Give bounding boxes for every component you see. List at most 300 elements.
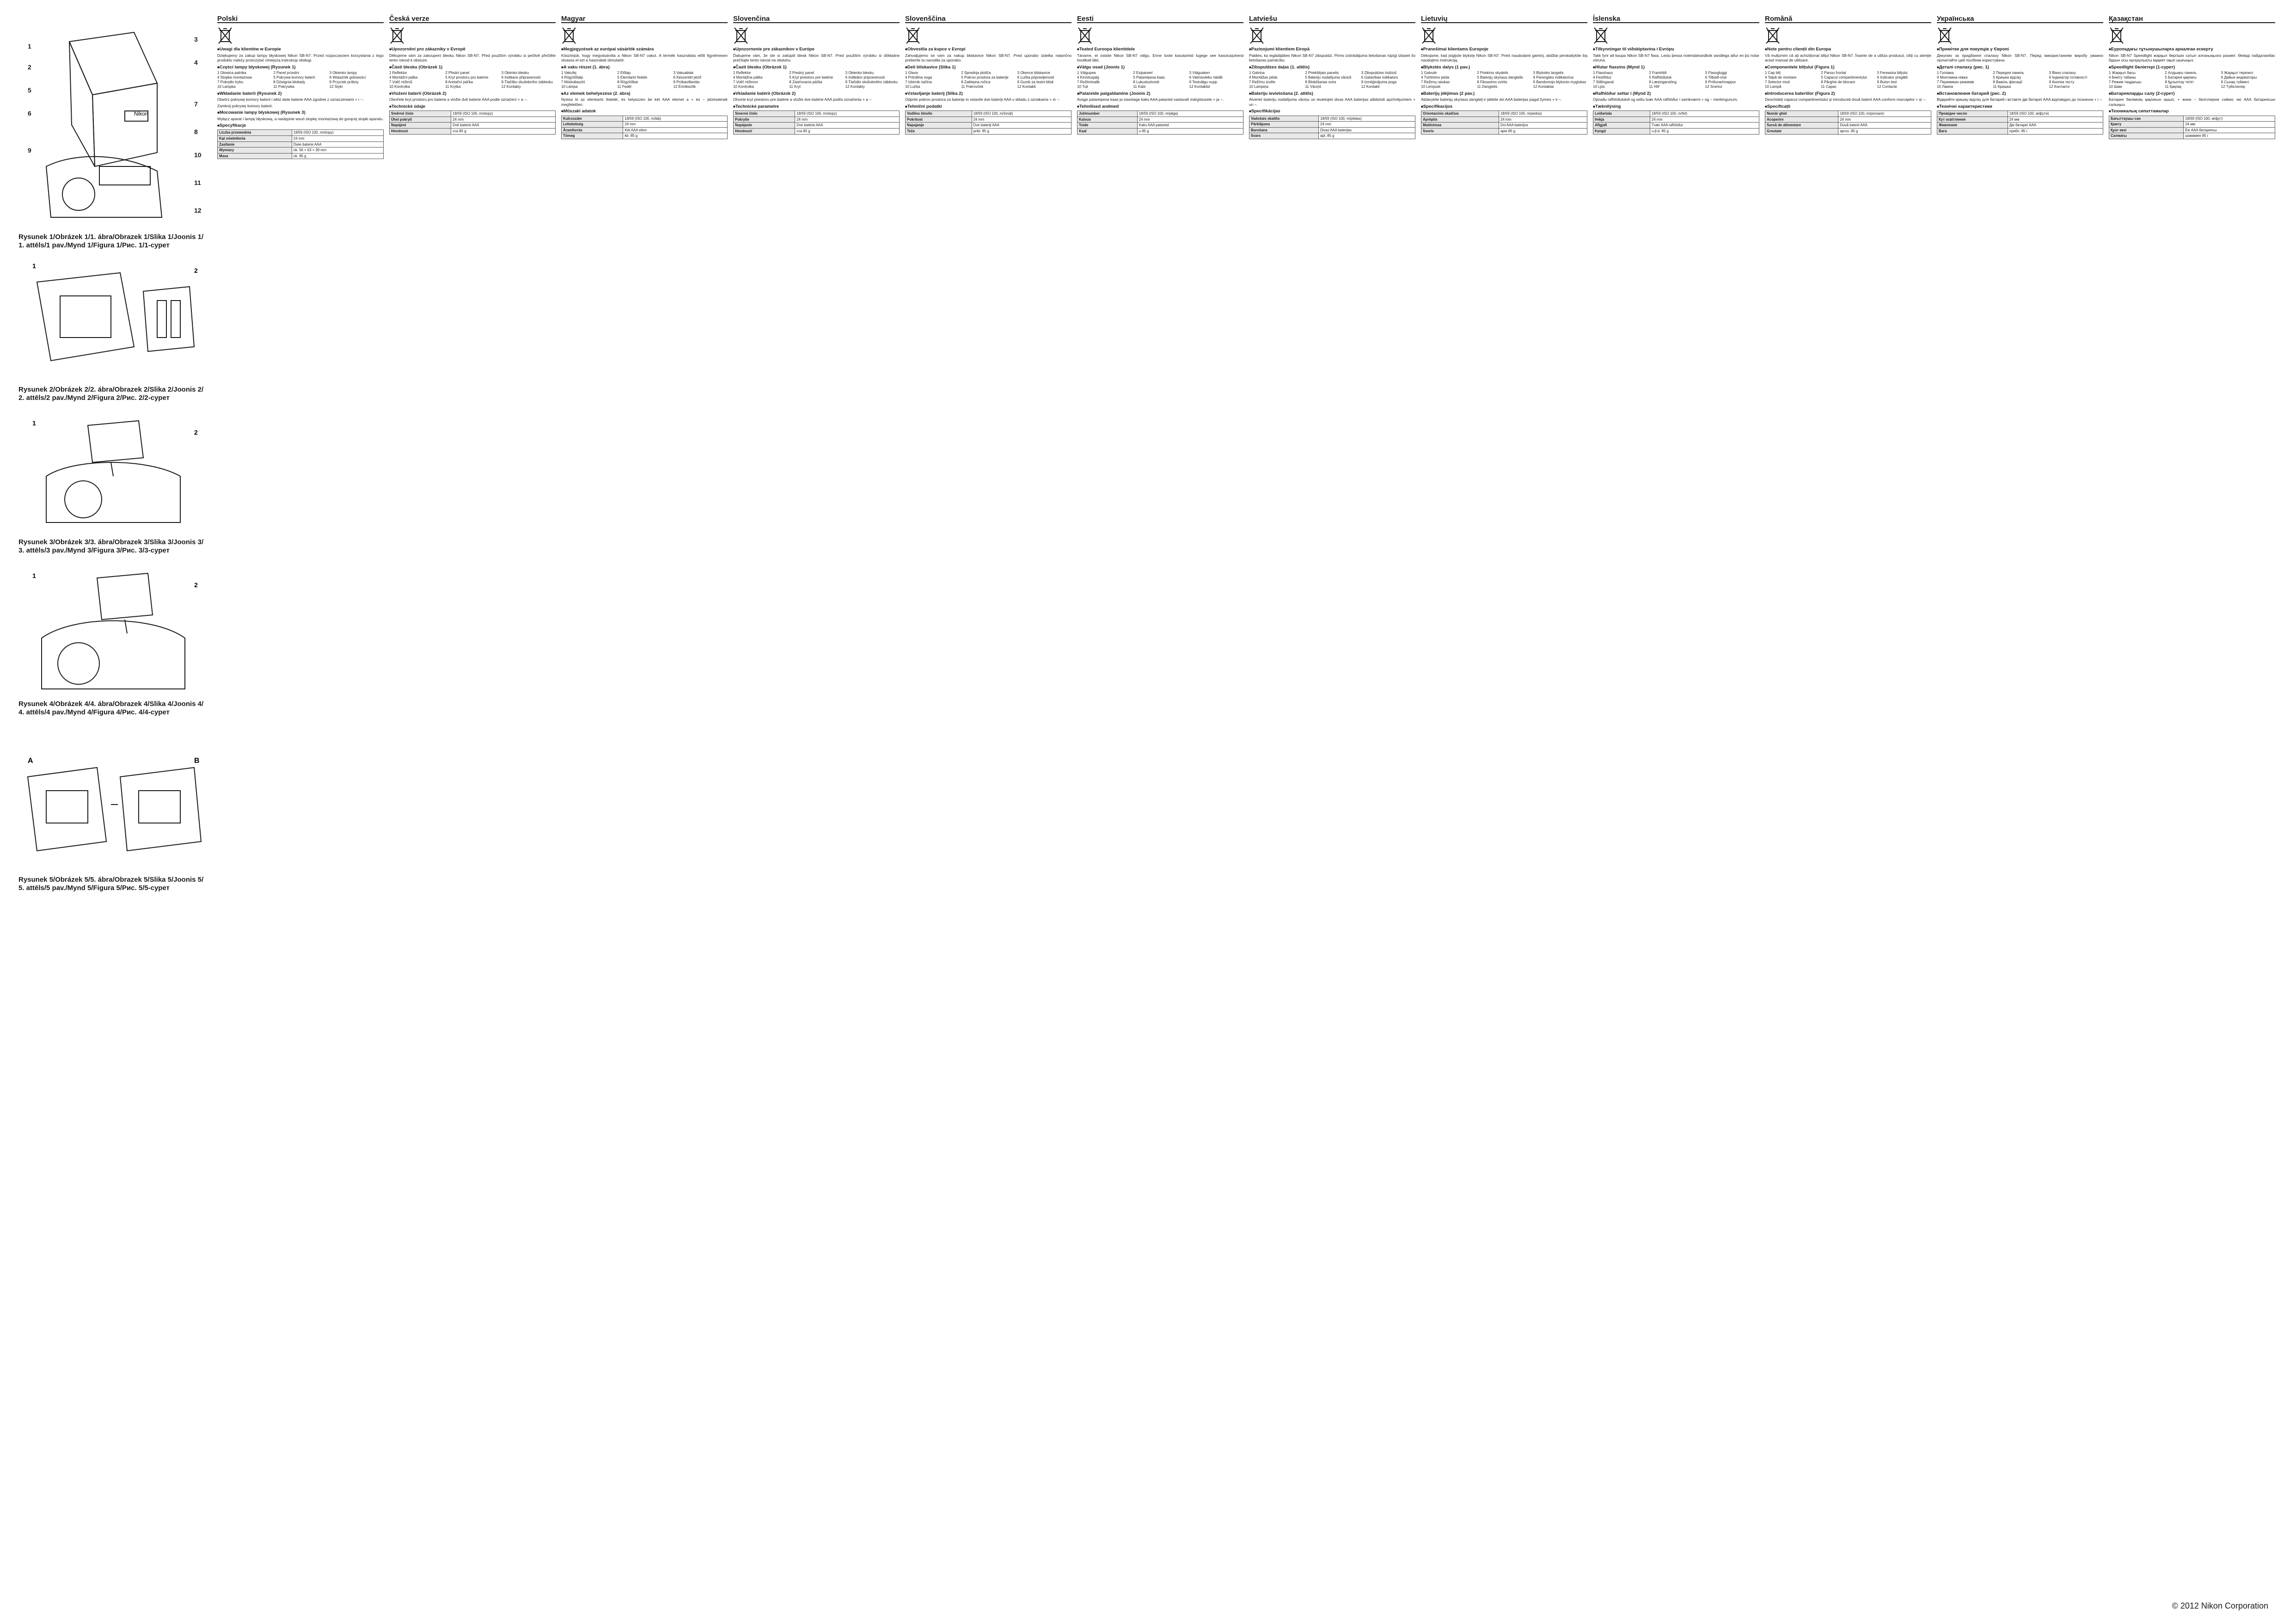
spec-row [906,129,1071,135]
part-item: 1 Cap bliț [1765,71,1781,75]
spec-row [1249,133,1415,139]
spec-label: Acoperire [1765,117,1838,123]
copyright-notice: © 2012 Nikon Corporation [2172,1601,2268,1610]
spec-value: Divas AAA baterijas [1319,127,1415,133]
figure-4 [18,559,208,717]
spec-row [1421,111,1587,117]
paragraph: Täname, et ostsite Nikon SB-N7 välgu. Enne toote kasutamist lugege see kasutusjuhend hoolikalt läbi. [1077,53,1243,63]
spec-label: Tömeg [562,133,623,139]
spec-label: Napajanje [906,123,972,129]
section-title: ■ Еуропадағы тұтынушыларға арналған ескерту [2109,47,2275,52]
parts-list [561,71,728,89]
part-item: 5 Elemtartó fedele [617,75,648,80]
paragraph: Atveriet bateriju nodalījuma vāciņu un ievietojiet divas AAA baterijas atbilstoši apzīmējumiem + un −. [1249,97,1415,107]
recycling-notice [1421,26,1587,44]
figure-5 [18,721,208,892]
part-item: 7 Volič režimov [733,80,758,85]
part-item: 12 Kontakti [1017,85,1036,89]
spec-value: u.þ.b. 85 g [1650,129,1759,135]
part-item: 7 Izbirnik načina [905,80,932,85]
part-item: 2 Přední panel [445,71,470,75]
spec-value: 18/59 (ISO 100, м/фут) [2184,116,2275,122]
part-item: 10 Kontrolka [389,85,410,89]
spec-row [390,129,556,135]
spec-label: Бағыттаушы сан [2109,116,2184,122]
spec-value: Două baterii AAA [1838,123,1931,129]
spec-row [734,111,900,117]
part-item: 5 Kryt priestoru pre batérie [789,75,833,80]
section-title: ■ Батареяларды салу (2-сурет) [2109,92,2275,96]
crossed-bin-icon [905,26,921,44]
part-item: 12 Kontaktai [1533,85,1554,89]
spec-value: cca 85 g [795,129,900,135]
section-title: ■ Paziņojumi klientiem Eiropā [1249,47,1415,52]
part-item: 1 Reflektor [733,71,751,75]
part-item: 1 Välgupea [1077,71,1096,75]
language-column [733,14,900,1604]
callout-9: 9 [28,147,31,154]
part-item: 4 Festifótur [1593,75,1612,80]
crossed-bin-icon [1077,26,1093,44]
spec-value: Екі AAA батареясы [2184,127,2275,133]
part-item: 10 Лампа [1937,85,1953,89]
paragraph: Otvorte kryt priestoru pre batérie a vložte dve batérie AAA podľa označenia + a −. [733,97,873,102]
spec-table [1765,111,1931,134]
part-item: 10 Lampă [1765,85,1782,89]
spec-label: Napájanie [734,123,795,129]
spec-table [217,129,384,159]
spec-value: 18/59 (ISO 100, m/láb) [623,116,728,122]
language-title: Lietuvių [1421,17,1587,23]
part-item: 10 Шам [2109,85,2122,89]
mounting-illustration [18,407,208,536]
spec-value: Dwie baterie AAA [292,141,383,147]
paragraph: Deschideți capacul compartimentului și introduceți două baterii AAA conform marcajelor + și −. [1765,97,1927,102]
part-item: 5 Кришка відсіку [1993,75,2021,80]
paragraph: Köszönjük, hogy megvásárolta a Nikon SB-N7 vakut. A termék használata előtt figyelmesen olvassa el ezt a használati útmutatót. [561,53,728,63]
spec-value: cca 85 g [451,129,556,135]
section-title: ■ Tehnični podatki [905,104,1071,109]
callout-a: A [28,757,33,765]
parts-list [905,71,1071,89]
section-title: ■ Patareide paigaldamine (Joonis 2) [1077,92,1243,96]
part-item: 2 Predný panel [789,71,814,75]
figure-2-caption: Rysunek 2/Obrázek 2/2. ábra/Obrazek 2/Slika 2/Joonis 2/ 2. attēls/2 pav./Mynd 2/Figura 2/Рис. 2/2-сурет [18,386,204,402]
parts-list [1765,71,1931,89]
callout-b: B [194,757,200,765]
parts-list [1249,71,1415,89]
section-title: ■ Zibspuldzes daļas (1. attēls) [1249,65,1415,70]
part-item: 6 Індикатор готовності [2049,75,2088,80]
spec-value: 24 mm [1499,117,1587,123]
spec-label: Svoris [1421,129,1499,135]
callout-1: 1 [32,262,36,270]
figure-1 [18,14,208,250]
figure-5-caption: Rysunek 5/Obrázek 5/5. ábra/Obrazek 5/Slika 5/Joonis 5/ 5. attēls/5 pav./Mynd 5/Figura 5/Рис. 5/5-сурет [18,876,204,892]
part-item: 4 Rögzítőtalp [561,75,583,80]
part-item: 3 Жарқыл терезесі [2221,71,2253,75]
paragraph: Otwórz pokrywę komory baterii i włóż dwie baterie AAA zgodnie z oznaczeniami + i −. [217,97,364,102]
spec-label: Kaal [1078,129,1138,135]
recycling-notice [217,26,384,44]
spec-label: Hmotnosť [734,129,795,135]
language-title: Íslenska [1593,17,1759,23]
spec-value: 24 mm [1137,117,1243,123]
spec-row [1765,123,1931,129]
part-item: 5 Baterijų skyriaus dangtelis [1477,75,1523,80]
part-item: 9 Gumb za testni blisk [1017,80,1054,85]
part-item: 3 Välguaken [1189,71,1210,75]
part-item: 9 Bandomojo blyksnio mygtukas [1533,80,1586,85]
spec-row [1078,117,1243,123]
section-title: ■ Välgu osad (Joonis 1) [1077,65,1243,70]
spec-label: Număr ghid [1765,111,1838,117]
parts-list [733,71,900,89]
part-item: 12 Түйіспелер [2221,85,2245,89]
spec-label: Қуат көзі [2109,127,2184,133]
part-item: 4 Бекіту табаны [2109,75,2136,80]
part-item: 11 Fedél [617,85,631,89]
spec-value: 18/59 (ISO 100, m/fet) [1650,111,1759,117]
part-item: 11 Vāciņš [1305,85,1321,89]
figure-column [18,14,208,1618]
paragraph: Opnaðu rafhlöðulokið og settu tvær AAA rafhlöður í samkvæmt + og − merkingunum. [1593,97,1738,102]
part-item: 10 Lampiņa [1249,85,1268,89]
spec-table [1421,111,1587,134]
spec-row [562,127,728,133]
section-title: ■ Specyfikacje [217,123,384,128]
spec-label: Салмағы [2109,133,2184,139]
recycling-notice [733,26,900,44]
section-title: ■ Introducerea bateriilor (Figura 2) [1765,92,1931,96]
section-title: ■ Műszaki adatok [561,109,728,114]
spec-label: Кут освітлення [1937,117,2008,123]
paragraph: Vă mulțumim că ați achiziționat blițul Nikon SB-N7. Înainte de a utiliza produsul, citiți cu atenție acest manual de utilizare. [1765,53,1931,63]
part-item: 8 Lukustushoob [1133,80,1159,85]
spec-value: ok. 56 × 63 × 39 mm [292,147,383,154]
paragraph: Відкрийте кришку відсіку для батарей і вставте дві батареї AAA відповідно до позначок + і −. [1937,97,2103,102]
callout-4: 4 [194,59,198,66]
part-item: 12 Контакти [2049,85,2070,89]
part-item: 11 Кришка [1993,85,2011,89]
part-item: 3 Vakuablak [673,71,694,75]
part-item: 3 Okénko blesku [501,71,529,75]
part-item: 3 Fereastra blițului [1877,71,1908,75]
callout-2: 2 [28,63,31,71]
spec-row [734,129,900,135]
recycling-notice [1593,26,1759,44]
paragraph: Otevřete kryt prostoru pro baterie a vložte dvě baterie AAA podle označení + a −. [389,97,528,102]
part-item: 4 Kinnitusjalg [1077,75,1099,80]
spec-label: Aflgjafi [1593,123,1650,129]
spec-label: Kulcsszám [562,116,623,122]
parts-list [1077,71,1243,89]
callout-2: 2 [194,429,198,436]
section-title: ■ Specifikācijas [1249,109,1415,114]
section-title: ■ Části blesku (Obrázek 1) [389,65,556,70]
spec-row [906,111,1071,117]
spec-value: apt. 85 g [1319,133,1415,139]
part-item: 11 Krytka [445,85,461,89]
part-item: 9 Сынақ түймесі [2221,80,2249,85]
spec-row [1937,111,2103,117]
spec-label: Toide [1078,123,1138,129]
callout-1: 1 [32,419,36,427]
spec-row [562,116,728,122]
part-item: 3 Flassgluggi [1705,71,1727,75]
section-title: ■ Техникалық сипаттамалар [2109,109,2275,114]
spec-value: 24 mm [623,122,728,128]
part-item: 2 Алдыңғы панель [2165,71,2197,75]
part-item: 9 Izmēģinājuma poga [1361,80,1397,85]
spec-value: 24 mm [1650,117,1759,123]
part-item: 6 Készenlét jelző [673,75,702,80]
callout-6: 6 [28,110,31,117]
recycling-notice [905,26,1071,44]
recycling-notice [1765,26,1931,44]
part-item: 11 Pokrovček [961,85,984,89]
paragraph: Děkujeme vám za zakoupení blesku Nikon SB-N7. Před použitím výrobku si pečlivě přečtěte tento návod k obsluze. [389,53,556,63]
spec-value: ok. 85 g [292,153,383,159]
part-item: 7 Pokrętło trybu [217,80,244,85]
part-item: 9 Tlačítko zkušebního záblesku [501,80,553,85]
spec-row [1421,117,1587,123]
section-title: ■ Technické parametre [733,104,900,109]
part-item: 12 Kontaktid [1189,85,1210,89]
spec-row [2109,122,2275,128]
spec-row [1593,111,1759,117]
section-title: ■ Примітки для покупців у Європі [1937,47,2103,52]
callout-8: 8 [194,128,198,135]
part-item: 8 Важіль фіксації [1993,80,2022,85]
spec-row [390,111,556,117]
part-item: 2 Panel przedni [273,71,299,75]
spec-value: 24 mm [1838,117,1931,123]
part-item: 12 Érintkezők [673,85,696,89]
section-title: ■ Teated Euroopa klientidele [1077,47,1243,52]
spec-row [734,123,900,129]
spec-row [1249,116,1415,122]
section-title: ■ Componentele blițului (Figura 1) [1765,65,1931,70]
part-item: 10 Kontrolka [733,85,754,89]
recycling-notice [561,26,728,44]
part-item: 2 Sprednja plošča [961,71,991,75]
recycling-notice [389,26,556,44]
crossed-bin-icon [1421,26,1437,44]
part-item: 11 Capac [1821,85,1837,89]
part-item: 10 Tuli [1077,85,1088,89]
paragraph: Atidarykite baterijų skyriaus dangtelį ir įdėkite dvi AAA baterijas pagal žymes + ir −. [1421,97,1562,102]
paragraph: Zahvaljujemo se vam za nakup bliskavice Nikon SB-N7. Pred uporabo izdelka natančno preberite ta navodila za uporabo. [905,53,1071,63]
part-item: 9 Prófunarhnappur [1705,80,1736,85]
recycling-notice [1077,26,1243,44]
part-item: 10 Ljós [1593,85,1605,89]
section-title: ■ Note pentru clienții din Europa [1765,47,1931,52]
callout-10: 10 [194,151,202,159]
part-item: 11 Hlíf [1649,85,1659,89]
spec-label: Вага [1937,129,2008,135]
language-column [905,14,1071,1604]
section-title: ■ Rafhlöður settar í (Mynd 2) [1593,92,1759,96]
spec-label: Vadošais skaitlis [1249,116,1319,122]
spec-label: Áramforrás [562,127,623,133]
spec-row [1078,123,1243,129]
spec-value: 18/59 (ISO 100, m/jalga) [1137,111,1243,117]
spec-label: Pārklājums [1249,122,1319,128]
section-title: ■ Technické údaje [389,104,556,109]
spec-label: Þekja [1593,117,1650,123]
spec-row [562,133,728,139]
language-title: Magyar [561,17,728,23]
part-item: 4 Montážna pätka [733,75,763,80]
part-item: 6 Gatavības indikators [1361,75,1398,80]
spec-label: Napájení [390,123,451,129]
paragraph: Батарея бөлімінің қақпағын ашып, + және − белгілеріне сәйкес екі AAA батареясын салыңыз. [2109,97,2275,107]
spec-label: Juhtnumber [1078,111,1138,117]
spec-row [1765,129,1931,135]
spec-label: Směrné číslo [390,111,451,117]
spec-value: 24 mm [451,117,556,123]
part-item: 2 Előlap [617,71,631,75]
spec-label: Провідне число [1937,111,2008,117]
part-item: 11 Pokrywka [273,85,294,89]
section-title: ■ Wkładanie baterii (Rysunek 2) [217,92,384,96]
spec-table [1077,111,1243,134]
callout-11: 11 [194,179,201,186]
part-item: 4 Montāžas pēda [1249,75,1278,80]
part-item: 9 Próbavillantás [673,80,700,85]
figure-3 [18,407,208,555]
part-item: 3 Вікно спалаху [2049,71,2076,75]
battery-insertion-illustration [18,254,208,384]
part-item: 12 Kontakty [501,85,521,89]
part-item: 12 Kontakty [845,85,865,89]
part-item: 1 Vakufej [561,71,576,75]
language-column [2109,14,2275,1604]
section-title: ■ Deli bliskavice (Slika 1) [905,65,1071,70]
section-title: ■ Встановлення батарей (рис. 2) [1937,92,2103,96]
section-title: ■ Obvestila za kupce v Evropi [905,47,1071,52]
callout-5: 5 [28,86,31,94]
part-item: 2 Priekšējais panelis [1305,71,1339,75]
figure-1-caption: Rysunek 1/Obrázek 1/1. ábra/Obrazek 1/Slika 1/Joonis 1/ 1. attēls/1 pav./Mynd 1/Figura 1/Рис. 1/1-сурет [18,233,204,249]
part-item: 1 Głowica palnika [217,71,246,75]
part-item: 8 Dźwignia blokady [273,80,306,85]
spec-label: Pokrytie [734,117,795,123]
crossed-bin-icon [1765,26,1781,44]
spec-label: Hmotnost [390,129,451,135]
figure-4-caption: Rysunek 4/Obrázek 4/4. ábra/Obrazek 4/Slika 4/Joonis 4/ 4. attēls/4 pav./Mynd 4/Figura 4/Рис. 4/4-сурет [18,700,204,716]
part-item: 6 Parengties indikatorius [1533,75,1574,80]
spec-label: Úhel pokrytí [390,117,451,123]
paragraph: Dėkojame, kad įsigijote blykstę Nikon SB-N7. Prieš naudodami gaminį, atidžiai perskaitykite šią naudojimo instrukciją. [1421,53,1587,63]
section-title: ■ Bateriju ievietošana (2. attēls) [1249,92,1415,96]
part-item: 5 Patareipesa kaas [1133,75,1165,80]
callout-3: 3 [194,36,198,43]
part-item: 8 Pârghie de blocare [1821,80,1855,85]
part-item: 12 Contacte [1877,85,1897,89]
part-item: 1 Galviņa [1249,71,1265,75]
spec-label: Живлення [1937,123,2008,129]
recycling-notice [1249,26,1415,44]
paragraph: Takk fyrir að kaupa Nikon SB-N7 flass. Lestu þessa notendahandbók vandlega áður en þú notar vöruna. [1593,53,1759,63]
part-item: 5 Pokrov prostora za baterije [961,75,1009,80]
spec-label: Wymiary [218,147,292,154]
parts-list [389,71,556,89]
paragraph: Avage patareipesa kaas ja sisestage kaks AAA patareid vastavalt märgistusele + ja −. [1077,97,1224,102]
parts-list [2109,71,2275,89]
part-item: 8 Bloķēšanas svira [1305,80,1336,85]
section-title: ■ Tilkynningar til viðskiptavina í Evrópu [1593,47,1759,52]
part-item: 4 Talpă de montare [1765,75,1797,80]
section-title: ■ Технічні характеристики [1937,104,2103,109]
language-column [217,14,384,1604]
recycling-notice [2109,26,2275,44]
spec-row [218,141,384,147]
part-item: 4 Pritrdilna noga [905,75,932,80]
spec-value: u 85 g [1137,129,1243,135]
section-title: ■ Baterijų įdėjimas (2 pav.) [1421,92,1587,96]
spec-row [906,123,1071,129]
part-item: 3 Okence bliskavice [1017,71,1050,75]
part-item: 7 Stillingaval [1593,80,1614,85]
spec-row [1078,111,1243,117]
spec-row [1593,123,1759,129]
spec-value: 24 mm [292,136,383,142]
part-item: 7 Режим таңдағыш [2109,80,2142,85]
spec-row [1249,122,1415,128]
part-item: 6 Valmisoleku näidik [1189,75,1223,80]
part-item: 6 Indikátor pripravenosti [845,75,885,80]
language-title: Қазақстан [2109,17,2275,23]
spec-row [1593,129,1759,135]
part-item: 8 Aretační páčka [445,80,473,85]
part-item: 7 Režiimivalik [1077,80,1100,85]
part-item: 7 Selector mod [1765,80,1790,85]
spec-table [389,111,556,134]
paragraph: Wyłącz aparat i lampę błyskową, a następnie wsuń stopkę montażową do gorącej stopki aparatu. [217,116,384,121]
part-item: 5 Kryt prostoru pro baterie [445,75,489,80]
part-item: 10 Lámpa [561,85,578,89]
spec-value: Dvi AAA baterijos [1499,123,1587,129]
spec-label: Smerné číslo [734,111,795,117]
part-item: 7 Režīmu izvēle [1249,80,1275,85]
part-item: 11 Kate [1133,85,1146,89]
spec-value: 18/59 (ISO 100, м/фути) [2008,111,2103,117]
part-item: 7 Перемикач режимів [1937,80,1974,85]
spec-row [1937,129,2103,135]
spec-label: Қамту [2109,122,2184,128]
spec-value: Kaks AAA patareid [1137,123,1243,129]
section-title: ■ Blykstės dalys (1 pav.) [1421,65,1587,70]
spec-row [218,130,384,136]
language-title: Latviešu [1249,17,1415,23]
part-item: 1 Glava [905,71,918,75]
spec-label: Kąt oświetlenia [218,136,292,142]
language-title: Česká verze [389,17,556,23]
spec-row [218,136,384,142]
part-item: 8 Rögzítőkar [617,80,638,85]
spec-table [733,111,900,134]
part-item: 8 Læsingarstöng [1649,80,1677,85]
paragraph: Paldies, ka iegādājāties Nikon SB-N7 zibspuldzi. Pirms izstrādājuma lietošanas rūpīgi izlasiet šo lietošanas pamācību. [1249,53,1415,63]
spec-row [1421,129,1587,135]
part-item: 3 Blykstės langelis [1533,71,1564,75]
section-title: ■ Деталі спалаху (рис. 1) [1937,65,2103,70]
spec-table [2109,116,2275,139]
part-item: 1 Головка [1937,71,1954,75]
section-title: ■ Upozornenie pre zákazníkov v Európe [733,47,900,52]
